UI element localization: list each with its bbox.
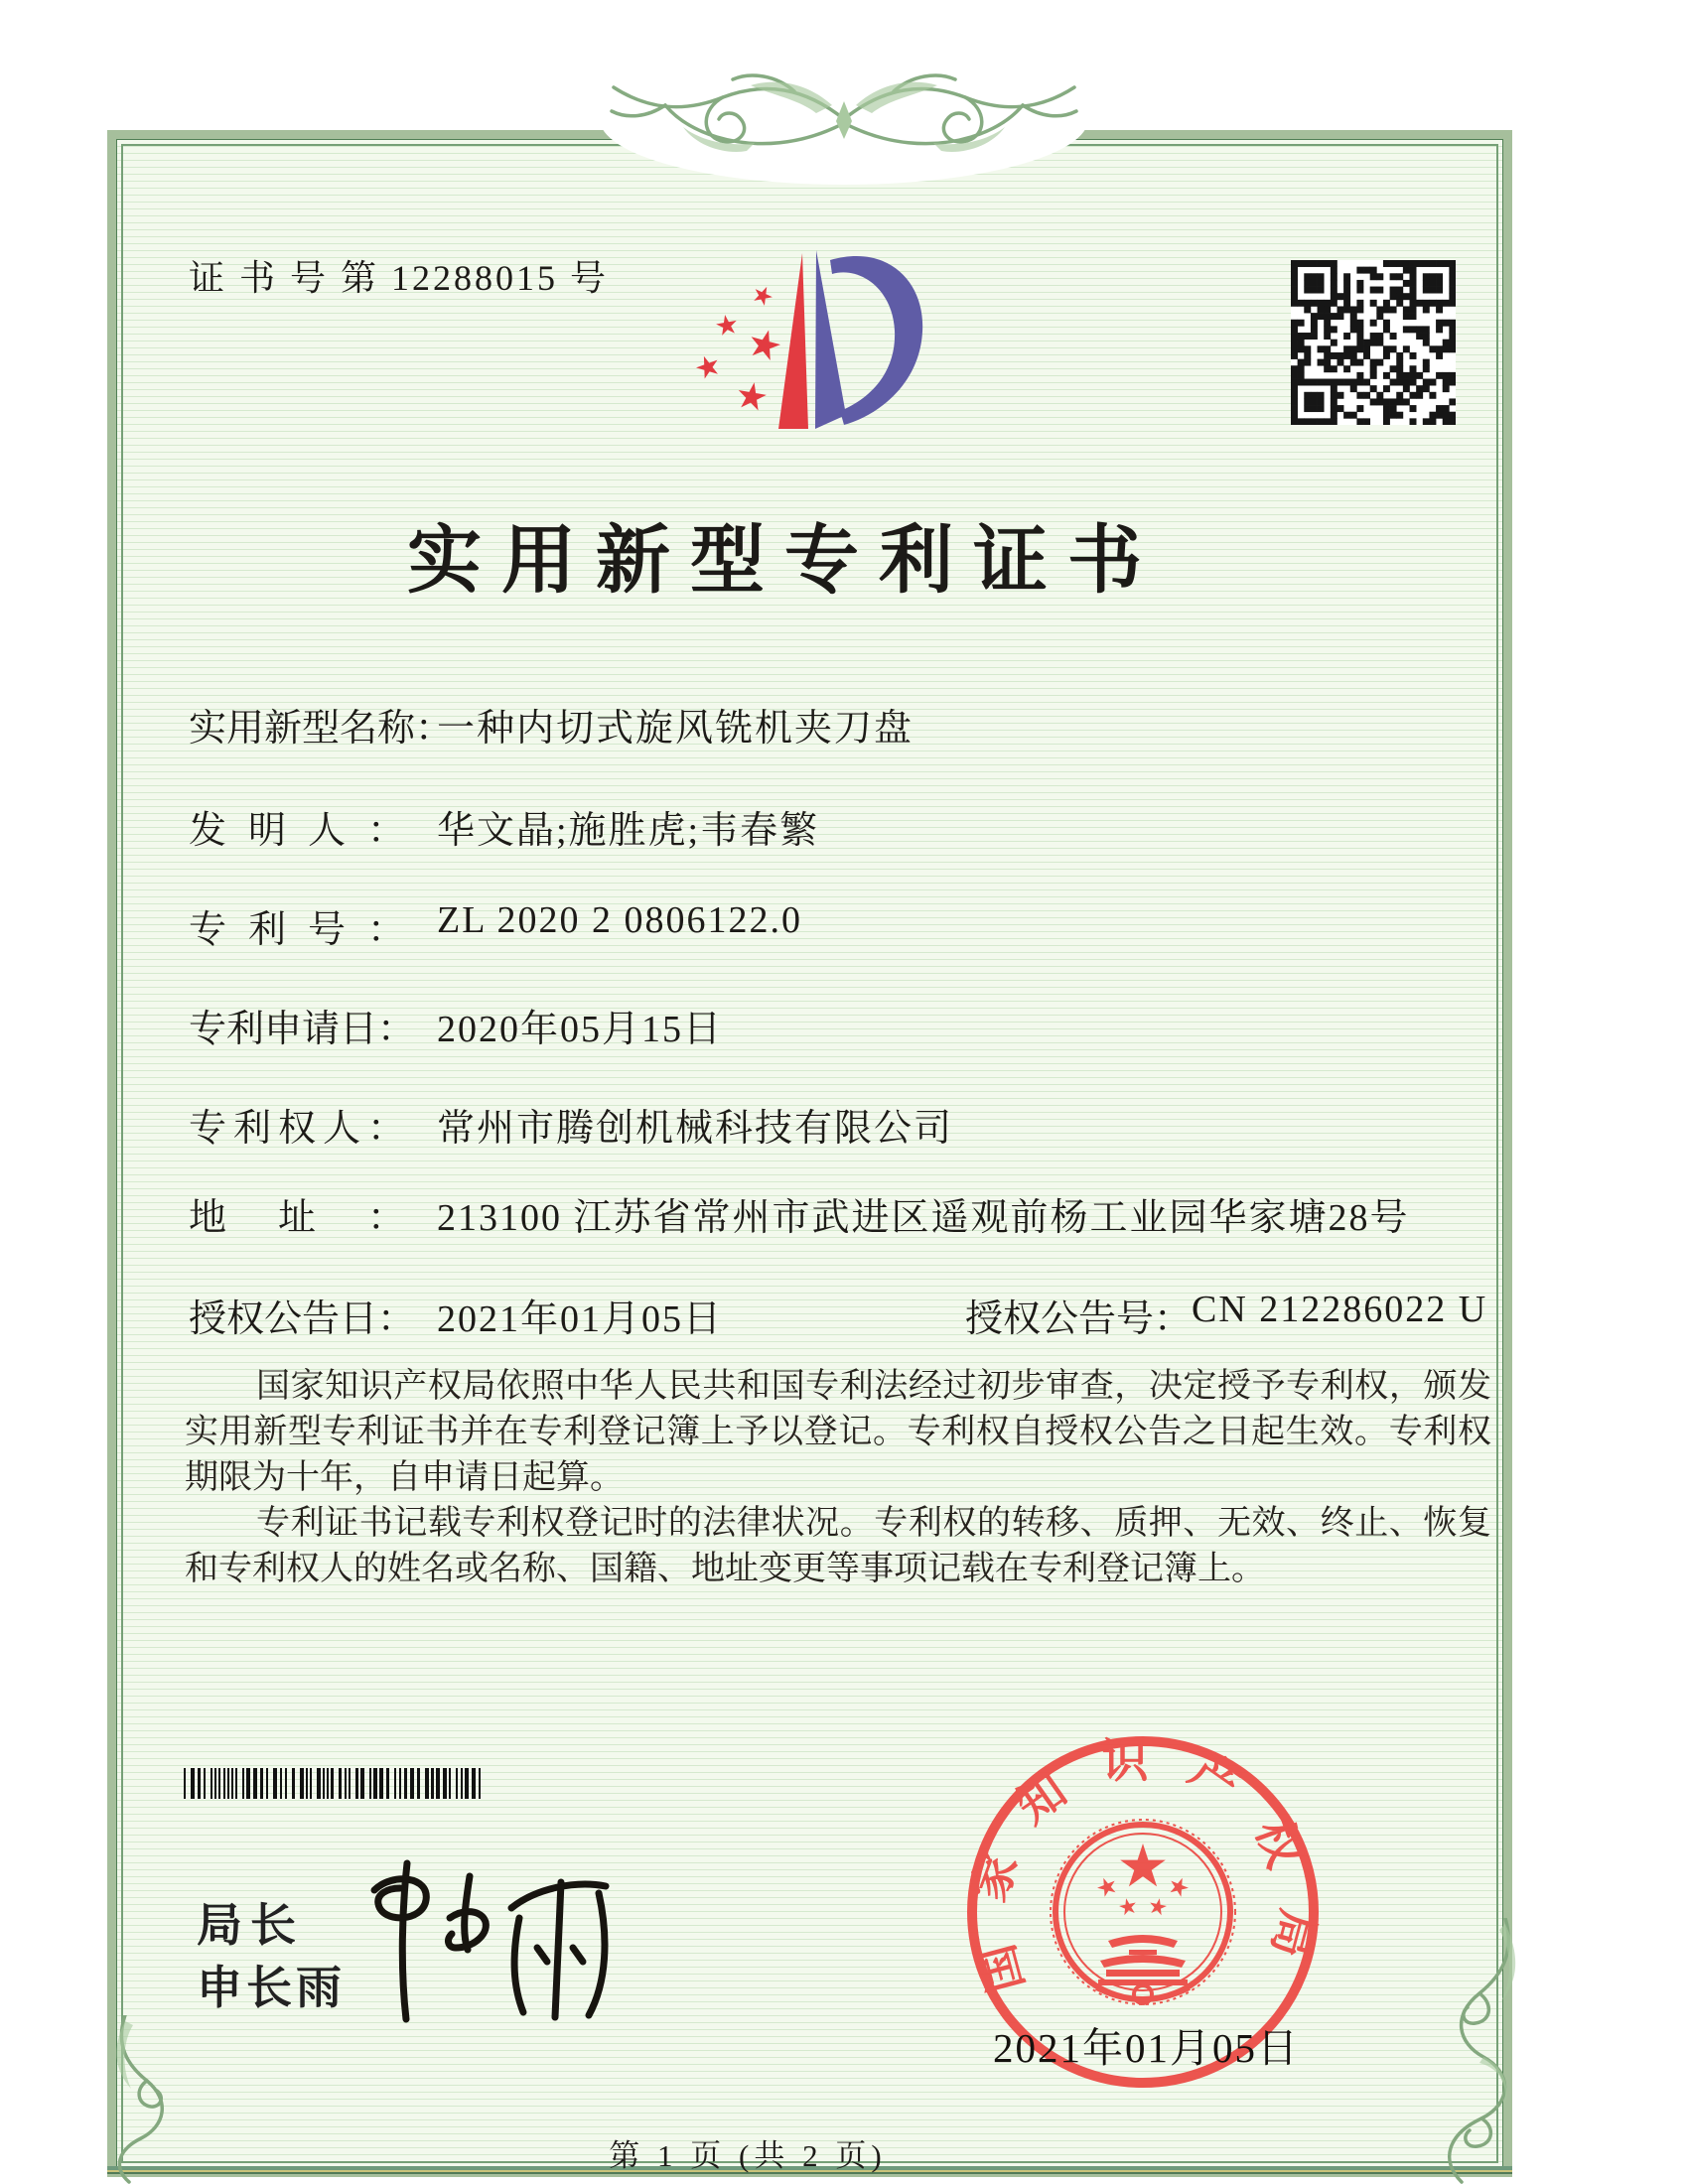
- field-label: 专利权人：: [189, 1108, 405, 1150]
- body-paragraph: 国家知识产权局依照中华人民共和国专利法经过初步审查，决定授予专利权，颁发实用新型专利证书并在专利登记簿上予以登记。专利权自授权公告之日起生效。专利权期限为十年，自申请日起算。: [185, 1368, 1491, 1496]
- grant-date-value: 2021年01月05日: [437, 1298, 724, 1340]
- signature-icon: [352, 1848, 631, 2037]
- field-value: 一种内切式旋风铣机夹刀盘: [437, 708, 914, 750]
- field-value: ZL 2020 2 0806122.0: [437, 899, 803, 941]
- seal-emblem-icon: [1094, 1843, 1191, 2003]
- field-row-inventors: [189, 799, 819, 854]
- body-paragraph: 专利证书记载专利权登记时的法律状况。专利权的转移、质押、无效、终止、恢复和专利权人的姓名或名称、国籍、地址变更等事项记载在专利登记簿上。: [185, 1505, 1491, 1587]
- field-label: 地址：: [189, 1197, 405, 1239]
- grant-no-label: 授权公告号：: [965, 1298, 1193, 1340]
- field-value: 213100 江苏省常州市武进区遥观前杨工业园华家塘28号: [437, 1197, 1410, 1239]
- signer-title: 局长: [197, 1899, 304, 1951]
- qr-code: [1291, 260, 1456, 425]
- grant-no-group: [965, 1288, 1487, 1342]
- flourish-top-icon: [596, 48, 1092, 187]
- field-value: 常州市腾创机械科技有限公司: [437, 1108, 954, 1150]
- field-row-grant: [189, 1288, 1488, 1342]
- certificate-number: 证 书 号 第 12288015 号: [189, 258, 610, 298]
- seal-arc-text: 国家知识产权局: [962, 1736, 1324, 1997]
- field-label: 专利申请日：: [189, 1009, 416, 1050]
- legal-text: [185, 1364, 1491, 1592]
- flourish-bottom-left-icon: [95, 2015, 205, 2184]
- field-row-patent-no: [189, 898, 802, 953]
- field-row-filing-date: [189, 998, 723, 1052]
- field-value: 华文晶;施胜虎;韦春繁: [437, 810, 820, 852]
- field-label: 实用新型名称：: [189, 708, 454, 750]
- cnipa-logo-icon: [688, 238, 936, 447]
- seal-date: 2021年01月05日: [993, 2025, 1300, 2071]
- flourish-bottom-right-icon: [1418, 1918, 1547, 2184]
- grant-no-value: CN 212286022 U: [1192, 1289, 1488, 1330]
- field-label: 发明人：: [189, 810, 405, 852]
- field-value: 2020年05月15日: [437, 1009, 724, 1050]
- barcode: [182, 1768, 488, 1799]
- field-label: 专利号：: [189, 909, 405, 951]
- field-row-address: [189, 1186, 1410, 1241]
- page-title: 实用新型专利证书: [406, 520, 1162, 603]
- grant-date-label: 授权公告日：: [189, 1298, 416, 1340]
- page-footer: 第 1 页 (共 2 页): [609, 2138, 887, 2173]
- field-row-name: [189, 697, 914, 751]
- signer-name: 申长雨: [197, 1962, 346, 2013]
- field-row-patentee: [189, 1097, 953, 1152]
